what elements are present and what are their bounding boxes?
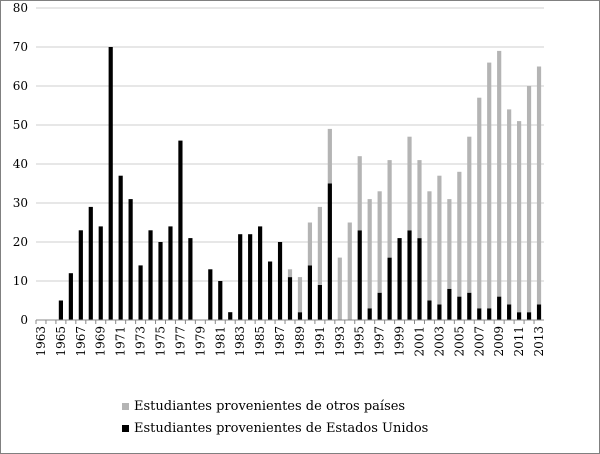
bar-estados-unidos-1973 [138, 265, 142, 320]
bar-estados-unidos-1975 [158, 242, 162, 320]
x-tick-label-1969: 1969 [93, 326, 108, 357]
bar-otros-paises-2007 [477, 98, 481, 309]
x-tick-label-2005: 2005 [452, 326, 467, 357]
bar-otros-paises-1996 [368, 199, 372, 308]
legend-swatch-otros-paises [122, 403, 129, 410]
x-tick-label-1965: 1965 [53, 326, 68, 357]
bar-estados-unidos-1998 [388, 258, 392, 320]
bar-estados-unidos-2011 [517, 312, 521, 320]
bar-otros-paises-1991 [318, 207, 322, 285]
bar-estados-unidos-1978 [188, 238, 192, 320]
bar-estados-unidos-1991 [318, 285, 322, 320]
bar-estados-unidos-2008 [487, 308, 491, 320]
legend-item-estados-unidos [122, 417, 428, 439]
bar-estados-unidos-1983 [238, 234, 242, 320]
bar-otros-paises-1998 [388, 160, 392, 258]
bar-estados-unidos-1982 [228, 312, 232, 320]
bar-estados-unidos-1967 [79, 230, 83, 320]
bar-estados-unidos-1989 [298, 312, 302, 320]
x-tick-label-1999: 1999 [392, 326, 407, 357]
y-tick-label-0: 0 [20, 313, 28, 327]
bar-otros-paises-1989 [298, 277, 302, 312]
bar-estados-unidos-1997 [378, 293, 382, 320]
bar-otros-paises-2000 [407, 137, 411, 231]
x-tick-label-2007: 2007 [472, 325, 487, 357]
bar-otros-paises-1992 [328, 129, 332, 184]
bar-estados-unidos-1966 [69, 273, 73, 320]
legend-item-otros-paises [122, 395, 428, 417]
bar-estados-unidos-1969 [99, 226, 103, 320]
x-tick-label-1995: 1995 [352, 326, 367, 357]
bar-otros-paises-2006 [467, 137, 471, 293]
bar-otros-paises-2013 [537, 67, 541, 305]
bar-estados-unidos-1984 [248, 234, 252, 320]
x-tick-label-1987: 1987 [273, 326, 288, 357]
x-tick-label-1983: 1983 [233, 326, 248, 357]
bar-estados-unidos-1970 [109, 47, 113, 320]
bar-estados-unidos-1981 [218, 281, 222, 320]
bar-estados-unidos-2012 [527, 312, 531, 320]
bar-estados-unidos-1985 [258, 226, 262, 320]
bar-estados-unidos-1968 [89, 207, 93, 320]
bar-otros-paises-2009 [497, 51, 501, 297]
bar-estados-unidos-1995 [358, 230, 362, 320]
bar-estados-unidos-1977 [178, 141, 182, 320]
x-tick-label-2001: 2001 [412, 326, 427, 357]
y-tick-label-40: 40 [12, 157, 28, 171]
bar-otros-paises-2005 [457, 172, 461, 297]
y-tick-label-10: 10 [12, 274, 28, 288]
bar-estados-unidos-2002 [427, 301, 431, 321]
bar-estados-unidos-1987 [278, 242, 282, 320]
bar-estados-unidos-2009 [497, 297, 501, 320]
bar-estados-unidos-2001 [417, 238, 421, 320]
x-tick-label-2009: 2009 [492, 326, 507, 357]
legend [122, 395, 428, 439]
bar-otros-paises-1990 [308, 223, 312, 266]
y-axis-tick-labels [13, 1, 28, 327]
y-tick-label-70: 70 [12, 40, 28, 54]
y-tick-label-30: 30 [12, 196, 28, 210]
bar-otros-paises-2011 [517, 121, 521, 312]
x-tick-label-1985: 1985 [253, 326, 268, 357]
bar-otros-paises-2004 [447, 199, 451, 289]
x-tick-label-1997: 1997 [372, 326, 387, 357]
bar-otros-paises-2008 [487, 63, 491, 309]
x-tick-label-2013: 2013 [532, 326, 547, 357]
bar-otros-paises-2003 [437, 176, 441, 305]
x-tick-label-1993: 1993 [332, 326, 347, 357]
bar-estados-unidos-1999 [397, 238, 401, 320]
bars [36, 47, 541, 324]
x-tick-label-1979: 1979 [193, 326, 208, 357]
x-tick-label-1981: 1981 [213, 326, 228, 357]
x-tick-label-1991: 1991 [312, 326, 327, 357]
bar-estados-unidos-1986 [268, 262, 272, 321]
x-tick-label-1963: 1963 [33, 326, 48, 357]
bar-estados-unidos-1965 [59, 301, 63, 321]
bar-estados-unidos-1996 [368, 308, 372, 320]
bar-otros-paises-2010 [507, 109, 511, 304]
bar-estados-unidos-1976 [168, 226, 172, 320]
bar-estados-unidos-1980 [208, 269, 212, 320]
bar-estados-unidos-1988 [288, 277, 292, 320]
bar-estados-unidos-1971 [119, 176, 123, 320]
bar-otros-paises-2002 [427, 191, 431, 300]
bar-estados-unidos-2013 [537, 304, 541, 320]
bar-otros-paises-1993 [338, 258, 342, 320]
bar-estados-unidos-2005 [457, 297, 461, 320]
x-tick-label-1973: 1973 [133, 326, 148, 357]
bar-otros-paises-1995 [358, 156, 362, 230]
x-tick-label-2011: 2011 [512, 326, 527, 357]
bar-estados-unidos-2006 [467, 293, 471, 320]
x-tick-label-1975: 1975 [153, 326, 168, 357]
bar-estados-unidos-2003 [437, 304, 441, 320]
legend-label-estados-unidos: Estudiantes provenientes de Estados Unidos [134, 420, 429, 436]
y-tick-label-60: 60 [12, 79, 28, 93]
bar-estados-unidos-2007 [477, 308, 481, 320]
y-tick-label-50: 50 [12, 118, 28, 132]
bar-estados-unidos-1990 [308, 265, 312, 320]
x-tick-label-1977: 1977 [173, 326, 188, 357]
bar-otros-paises-1988 [288, 269, 292, 277]
bar-estados-unidos-1974 [148, 230, 152, 320]
legend-swatch-estados-unidos [122, 425, 129, 432]
y-tick-label-80: 80 [12, 1, 28, 15]
bar-otros-paises-1994 [348, 223, 352, 321]
x-tick-label-1967: 1967 [73, 326, 88, 357]
bar-estados-unidos-2000 [407, 230, 411, 320]
bar-otros-paises-2012 [527, 86, 531, 312]
y-tick-label-20: 20 [12, 235, 28, 249]
x-tick-label-2003: 2003 [432, 326, 447, 357]
bar-estados-unidos-2004 [447, 289, 451, 320]
bar-otros-paises-1997 [378, 191, 382, 292]
bar-otros-paises-2001 [417, 160, 421, 238]
x-axis-tick-labels [34, 326, 546, 357]
legend-label-otros-paises: Estudiantes provenientes de otros países [134, 398, 406, 414]
bar-estados-unidos-1992 [328, 184, 332, 321]
x-tick-label-1989: 1989 [292, 326, 307, 357]
bar-estados-unidos-2010 [507, 304, 511, 320]
bar-estados-unidos-1972 [129, 199, 133, 320]
x-tick-label-1971: 1971 [113, 326, 128, 357]
